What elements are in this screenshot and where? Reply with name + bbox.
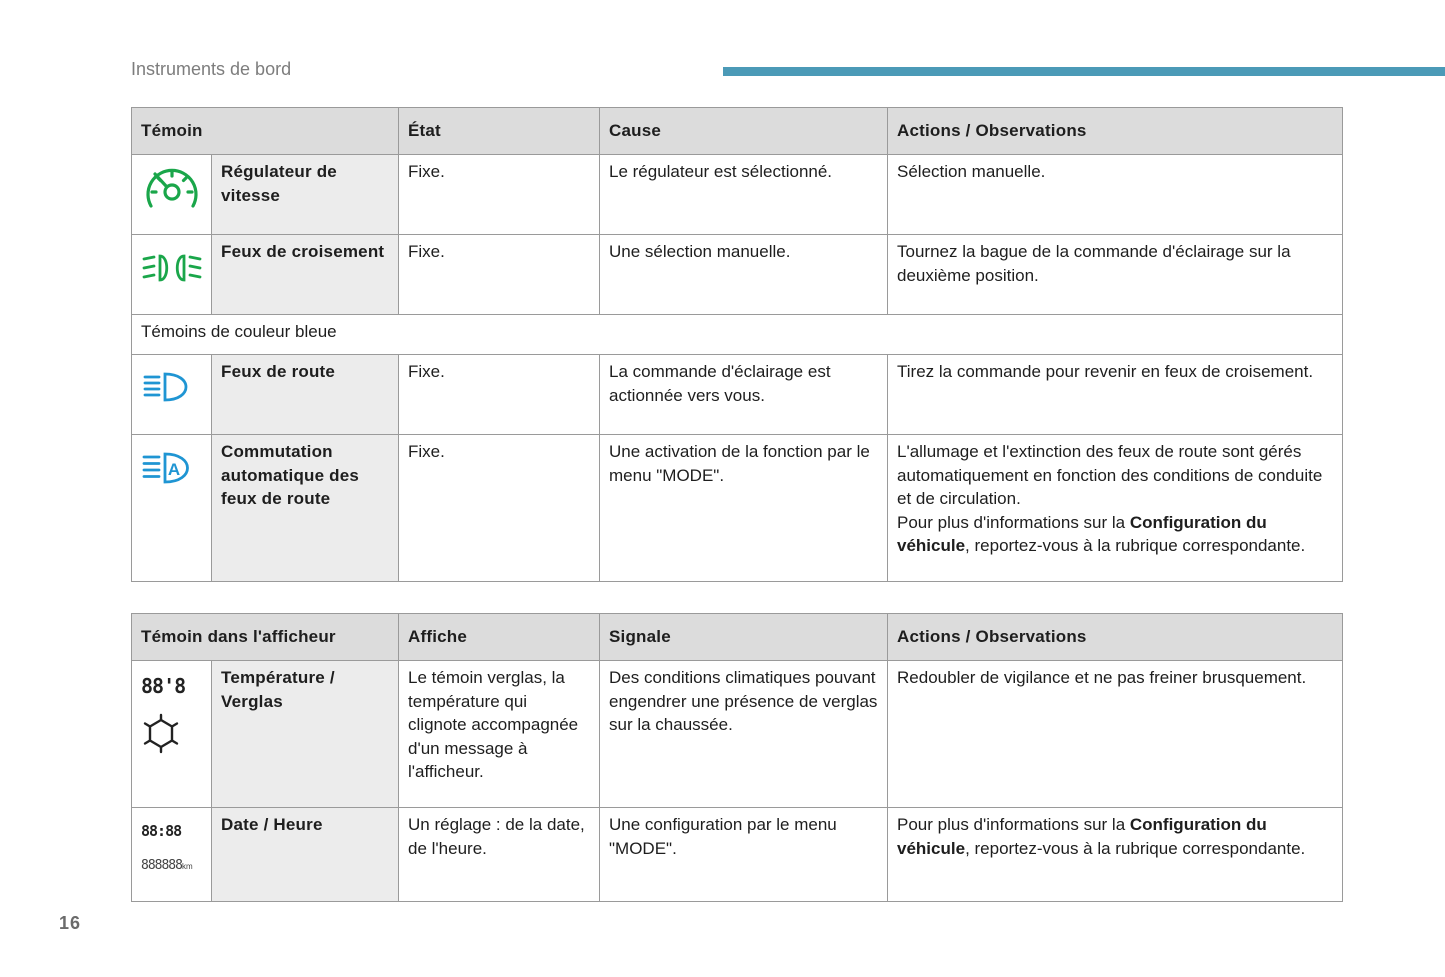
column-header-affiche: Affiche	[399, 614, 600, 661]
actions-text: Pour plus d'informations sur la	[897, 512, 1130, 532]
actions-cell: Sélection manuelle.	[888, 155, 1343, 235]
actions-text: , reportez-vous à la rubrique correspondante.	[965, 536, 1306, 555]
column-header-actions: Actions / Observations	[888, 108, 1343, 155]
actions-bold-text: Configuration du véhicule	[897, 512, 1267, 555]
odometer-display-icon: 888888km	[141, 857, 193, 873]
table-header-row	[132, 614, 1343, 661]
cause-cell: Le régulateur est sélectionné.	[600, 155, 888, 235]
dipped-beam-icon	[141, 251, 203, 285]
indicator-name: Date / Heure	[212, 808, 399, 902]
icon-cell	[132, 355, 212, 435]
actions-cell	[888, 808, 1343, 902]
indicator-table	[131, 107, 1343, 582]
table-row	[132, 155, 1343, 235]
page-number: 16	[59, 913, 82, 933]
column-header-etat: État	[399, 108, 600, 155]
auto-letter: A	[167, 460, 181, 479]
state-cell: Fixe.	[399, 235, 600, 315]
section-row	[132, 315, 1343, 355]
icon-cell	[132, 235, 212, 315]
signal-cell: Une configuration par le menu "MODE".	[600, 808, 888, 902]
icon-cell	[132, 661, 212, 808]
actions-text: Pour plus d'informations sur la	[897, 815, 1130, 834]
indicator-name: Température / Verglas	[212, 661, 399, 808]
cause-cell: Une activation de la fonction par le menu "MODE".	[600, 435, 888, 582]
state-cell: Fixe.	[399, 155, 600, 235]
temperature-display-icon: 88'8	[141, 674, 186, 698]
column-header-temoin: Témoin	[132, 108, 399, 155]
cause-cell: La commande d'éclairage est actionnée vers vous.	[600, 355, 888, 435]
icon-cell	[132, 808, 212, 902]
state-cell: Fixe.	[399, 355, 600, 435]
indicator-name: Régulateur de vitesse	[212, 155, 399, 235]
display-indicator-table	[131, 613, 1343, 902]
table-row	[132, 661, 1343, 808]
cause-cell: Une sélection manuelle.	[600, 235, 888, 315]
actions-cell: Redoubler de vigilance et ne pas freiner brusquement.	[888, 661, 1343, 808]
indicator-name: Feux de route	[212, 355, 399, 435]
indicator-name: Commutation automatique des feux de route	[212, 435, 399, 582]
indicator-name: Feux de croisement	[212, 235, 399, 315]
actions-text: , reportez-vous à la rubrique correspondante.	[965, 838, 1306, 858]
actions-paragraph: L'allumage et l'extinction des feux de route sont gérés automatiquement en fonction des conditions de conduite et de circulation.	[897, 442, 1323, 508]
section-label: Témoins de couleur bleue	[132, 315, 1343, 355]
table-row	[132, 235, 1343, 315]
frost-icon	[141, 713, 181, 755]
state-cell: Fixe.	[399, 435, 600, 582]
signal-cell: Des conditions climatiques pouvant engendrer une présence de verglas sur la chaussée.	[600, 661, 888, 808]
actions-cell	[888, 435, 1343, 582]
display-cell: Le témoin verglas, la température qui clignote accompagnée d'un message à l'afficheur.	[399, 661, 600, 808]
header-accent-bar	[723, 67, 1445, 76]
display-cell: Un réglage : de la date, de l'heure.	[399, 808, 600, 902]
section-title: Instruments de bord	[131, 59, 292, 79]
actions-bold-text: Configuration du véhicule	[897, 815, 1267, 858]
table-row	[132, 435, 1343, 582]
icon-cell	[132, 155, 212, 235]
clock-display-icon: 88:88	[141, 822, 182, 840]
column-header-actions: Actions / Observations	[888, 614, 1343, 661]
column-header-signale: Signale	[600, 614, 888, 661]
cruise-control-icon	[141, 160, 203, 220]
table-row	[132, 355, 1343, 435]
km-unit-label: km	[181, 861, 193, 871]
column-header-temoin-afficheur: Témoin dans l'afficheur	[132, 614, 399, 661]
table-row	[132, 808, 1343, 902]
auto-main-beam-icon	[141, 451, 193, 485]
column-header-cause: Cause	[600, 108, 888, 155]
table-header-row	[132, 108, 1343, 155]
actions-cell: Tirez la commande pour revenir en feux de croisement.	[888, 355, 1343, 435]
main-beam-icon	[141, 371, 191, 403]
icon-cell	[132, 435, 212, 582]
actions-cell: Tournez la bague de la commande d'éclairage sur la deuxième position.	[888, 235, 1343, 315]
